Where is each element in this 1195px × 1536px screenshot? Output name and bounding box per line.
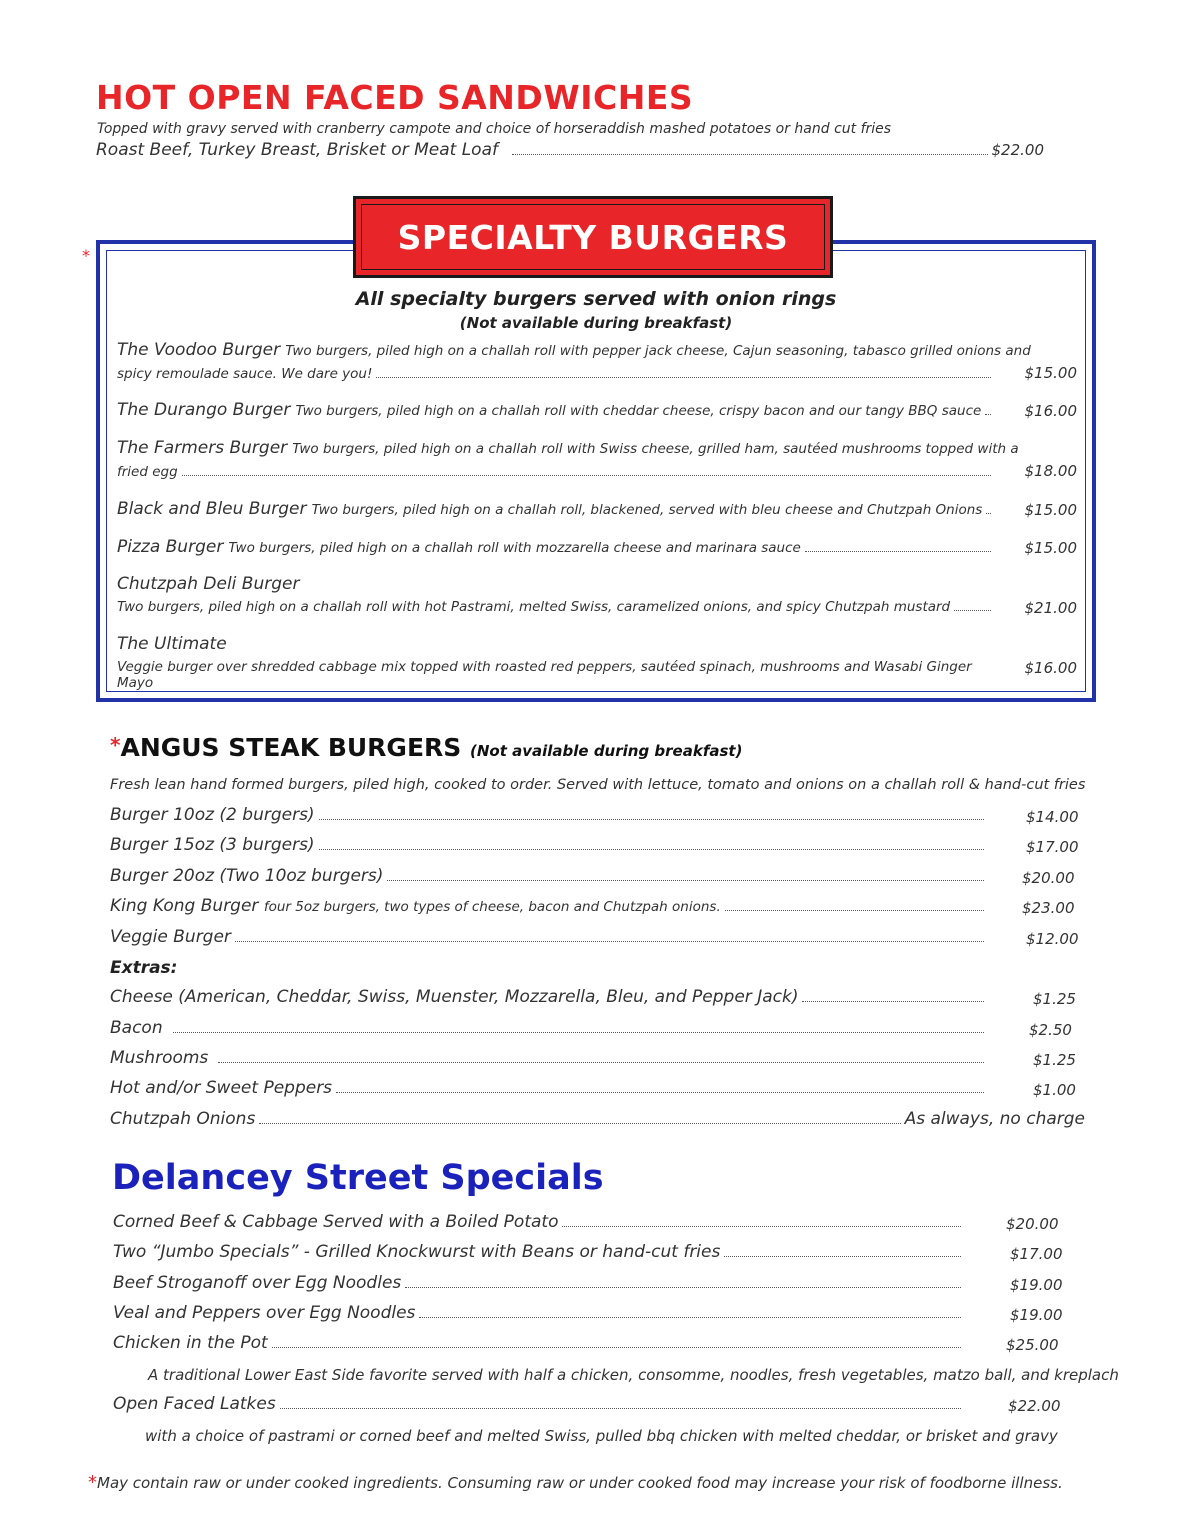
delancey-item bbox=[113, 1303, 965, 1323]
item-name: Hot and/or Sweet Peppers bbox=[110, 1078, 333, 1098]
item-desc: Two burgers, piled high on a challah roll with cheddar cheese, crispy bacon and our tangy BBQ sauce bbox=[295, 403, 982, 419]
delancey-item bbox=[113, 1333, 965, 1353]
item-desc: Two burgers, piled high on a challah roll with hot Pastrami, melted Swiss, caramelized onions, and spicy Chutzpah mustard bbox=[117, 598, 951, 615]
item-price: $20.00 bbox=[1006, 1215, 1059, 1233]
leader-dots bbox=[985, 401, 991, 415]
item-name: Burger 10oz (2 burgers) bbox=[110, 805, 315, 825]
item-price: $1.25 bbox=[1033, 990, 1076, 1008]
hot-open-price: $22.00 bbox=[991, 141, 1044, 159]
leader-dots bbox=[259, 1109, 900, 1124]
leader-dots bbox=[387, 866, 984, 881]
item-price: $18.00 bbox=[1024, 462, 1077, 480]
item-price: $1.00 bbox=[1033, 1081, 1076, 1099]
leader-dots bbox=[562, 1212, 961, 1227]
delancey-item bbox=[113, 1242, 965, 1262]
item-name: Bacon bbox=[110, 1018, 163, 1038]
footer-text: May contain raw or under cooked ingredients. Consuming raw or under cooked food may increase your risk of foodborne illness. bbox=[97, 1474, 1063, 1492]
specialty-note: (Not available during breakfast) bbox=[459, 314, 733, 332]
item-name: The Durango Burger bbox=[117, 400, 291, 420]
extra-item bbox=[110, 1078, 988, 1098]
specialty-item bbox=[117, 499, 1077, 519]
extra-item bbox=[110, 1018, 988, 1038]
item-price: As always, no charge bbox=[904, 1109, 1085, 1129]
item-name: Chicken in the Pot bbox=[113, 1333, 268, 1353]
item-desc: Two burgers, piled high on a challah roll with Swiss cheese, grilled ham, sautéed mushrooms topped with a bbox=[292, 441, 1019, 457]
specialty-item bbox=[117, 634, 1077, 691]
item-name: Pizza Burger bbox=[117, 537, 224, 557]
item-price: $16.00 bbox=[1024, 402, 1077, 420]
item-name: Beef Stroganoff over Egg Noodles bbox=[113, 1273, 402, 1293]
item-name: Burger 15oz (3 burgers) bbox=[110, 835, 315, 855]
leader-dots bbox=[725, 896, 984, 911]
extra-item bbox=[110, 1109, 1085, 1129]
leader-dots bbox=[280, 1394, 961, 1409]
hot-open-item-row bbox=[96, 140, 1044, 160]
leader-dots bbox=[376, 364, 991, 378]
item-price: $23.00 bbox=[1022, 899, 1075, 917]
extra-item bbox=[110, 987, 988, 1007]
leader-dots bbox=[235, 927, 984, 942]
specialty-star: * bbox=[82, 246, 90, 265]
item-desc: Two burgers, piled high on a challah roll with pepper jack cheese, Cajun seasoning, tabasco grilled onions and bbox=[285, 343, 1031, 359]
specialty-title: SPECIALTY BURGERS bbox=[397, 217, 789, 257]
leader-dots bbox=[512, 140, 988, 155]
specialty-item bbox=[117, 340, 1077, 382]
item-price: $16.00 bbox=[1024, 659, 1077, 677]
item-name: Veal and Peppers over Egg Noodles bbox=[113, 1303, 416, 1323]
hot-open-description: Topped with gravy served with cranberry campote and choice of horseraddish mashed potatoes or hand cut fries bbox=[97, 121, 892, 137]
delancey-item bbox=[113, 1273, 965, 1293]
hot-open-item: Roast Beef, Turkey Breast, Brisket or Meat Loaf bbox=[96, 140, 498, 160]
item-name: King Kong Burger bbox=[110, 896, 259, 916]
specialty-item bbox=[117, 574, 1077, 615]
item-price: $15.00 bbox=[1024, 539, 1077, 557]
leader-dots bbox=[272, 1333, 961, 1348]
item-name: Chutzpah Onions bbox=[110, 1109, 256, 1129]
leader-dots bbox=[986, 500, 991, 514]
item-name: Mushrooms bbox=[110, 1048, 209, 1068]
latkes-note: with a choice of pastrami or corned beef and melted Swiss, pulled bbq chicken with melted cheddar, or brisket and gravy bbox=[145, 1427, 1058, 1445]
footer-star: * bbox=[88, 1472, 97, 1493]
item-price: $19.00 bbox=[1010, 1276, 1063, 1294]
item-price: $2.50 bbox=[1029, 1021, 1072, 1039]
specialty-item bbox=[117, 537, 1077, 557]
leader-dots bbox=[182, 462, 991, 476]
item-name: The Ultimate bbox=[117, 634, 227, 654]
leader-dots bbox=[173, 1018, 984, 1033]
item-name: Corned Beef & Cabbage Served with a Boiled Potato bbox=[113, 1212, 559, 1232]
item-price: $17.00 bbox=[1010, 1245, 1063, 1263]
leader-dots bbox=[954, 597, 991, 611]
item-price: $19.00 bbox=[1010, 1306, 1063, 1324]
item-desc: Veggie burger over shredded cabbage mix topped with roasted red peppers, sautéed spinach, mushrooms and Wasabi Ginger Mayo bbox=[117, 658, 972, 691]
angus-item bbox=[110, 835, 988, 855]
leader-dots bbox=[805, 538, 991, 552]
leader-dots bbox=[319, 835, 984, 850]
item-price: $21.00 bbox=[1024, 599, 1077, 617]
item-desc: Two burgers, piled high on a challah roll with mozzarella cheese and marinara sauce bbox=[228, 540, 801, 556]
delancey-item bbox=[113, 1394, 965, 1414]
item-price: $20.00 bbox=[1022, 869, 1075, 887]
item-price: $12.00 bbox=[1026, 930, 1079, 948]
specialty-item bbox=[117, 438, 1077, 480]
leader-dots bbox=[218, 1048, 984, 1063]
item-price: $15.00 bbox=[1024, 364, 1077, 382]
footer-disclaimer bbox=[88, 1472, 1063, 1493]
angus-star: * bbox=[110, 733, 121, 757]
item-name: Cheese (American, Cheddar, Swiss, Muenster, Mozzarella, Bleu, and Pepper Jack) bbox=[110, 987, 799, 1007]
item-name: Veggie Burger bbox=[110, 927, 231, 947]
item-name: Burger 20oz (Two 10oz burgers) bbox=[110, 866, 384, 886]
angus-heading bbox=[110, 733, 742, 762]
item-desc: fried egg bbox=[117, 463, 178, 480]
item-name: The Voodoo Burger bbox=[117, 340, 281, 360]
angus-item bbox=[110, 927, 988, 947]
angus-item bbox=[110, 896, 988, 916]
angus-item bbox=[110, 805, 988, 825]
item-name: Two “Jumbo Specials” - Grilled Knockwurst with Beans or hand-cut fries bbox=[113, 1242, 721, 1262]
item-price: $17.00 bbox=[1026, 838, 1079, 856]
item-price: $22.00 bbox=[1008, 1397, 1061, 1415]
leader-dots bbox=[802, 987, 984, 1002]
angus-item bbox=[110, 866, 988, 886]
item-desc: four 5oz burgers, two types of cheese, bacon and Chutzpah onions. bbox=[263, 899, 721, 915]
angus-title: ANGUS STEAK BURGERS bbox=[120, 733, 462, 762]
item-desc: spicy remoulade sauce. We dare you! bbox=[117, 365, 373, 382]
item-name: The Farmers Burger bbox=[117, 438, 288, 458]
item-price: $1.25 bbox=[1033, 1051, 1076, 1069]
item-name: Black and Bleu Burger bbox=[117, 499, 307, 519]
extra-item bbox=[110, 1048, 988, 1068]
delancey-item bbox=[113, 1212, 965, 1232]
item-price: $14.00 bbox=[1026, 808, 1079, 826]
chicken-note: A traditional Lower East Side favorite served with half a chicken, consomme, noodles, fresh vegetables, matzo ball, and kreplach bbox=[148, 1366, 1119, 1384]
extras-label: Extras: bbox=[110, 958, 178, 978]
item-price: $15.00 bbox=[1024, 501, 1077, 519]
specialty-item bbox=[117, 400, 1077, 420]
delancey-title: Delancey Street Specials bbox=[112, 1158, 604, 1198]
angus-note: (Not available during breakfast) bbox=[470, 742, 743, 760]
leader-dots bbox=[405, 1273, 961, 1288]
angus-description: Fresh lean hand formed burgers, piled high, cooked to order. Served with lettuce, tomato and onions on a challah roll & hand-cut fries bbox=[110, 777, 1086, 793]
item-price: $25.00 bbox=[1006, 1336, 1059, 1354]
leader-dots bbox=[319, 805, 984, 820]
leader-dots bbox=[336, 1078, 984, 1093]
item-name: Chutzpah Deli Burger bbox=[117, 574, 300, 594]
specialty-subtitle: All specialty burgers served with onion rings bbox=[355, 288, 837, 310]
item-name: Open Faced Latkes bbox=[113, 1394, 276, 1414]
hot-open-title: HOT OPEN FACED SANDWICHES bbox=[96, 78, 694, 117]
item-desc: Two burgers, piled high on a challah roll, blackened, served with bleu cheese and Chutzpah Onions bbox=[311, 502, 983, 518]
leader-dots bbox=[419, 1303, 961, 1318]
specialty-banner bbox=[353, 196, 833, 278]
leader-dots bbox=[724, 1242, 961, 1257]
